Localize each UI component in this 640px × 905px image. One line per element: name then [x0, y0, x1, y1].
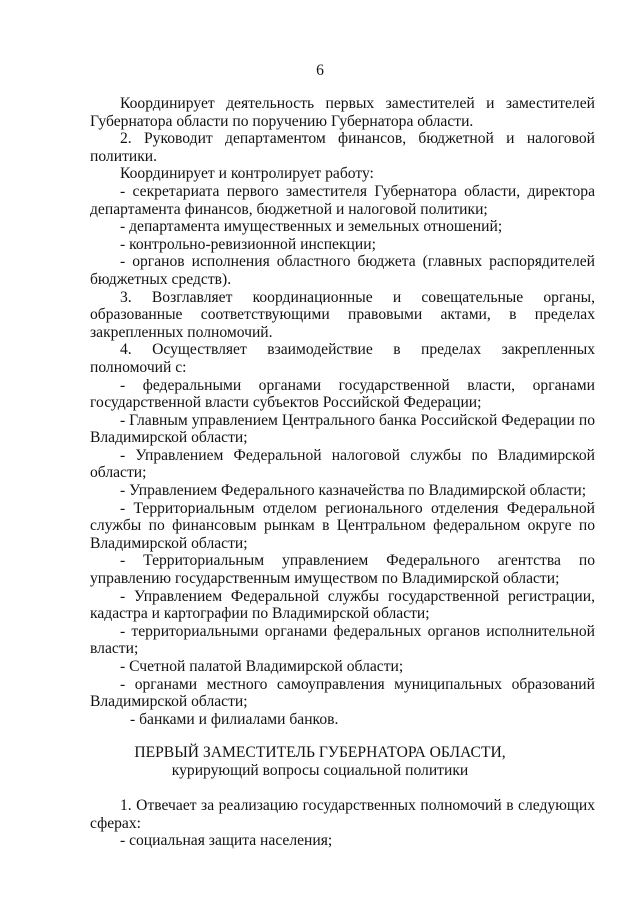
paragraph: 4. Осуществляет взаимодействие в пределах закрепленных полномочий с: [90, 341, 595, 376]
list-item: - Территориальным управлением Федерального агентства по управлению государственным имуществом по Владимирской области; [90, 552, 595, 588]
list-item: - органами местного самоуправления муниципальных образований Владимирской области; [90, 675, 595, 711]
list-item: - Счетной палатой Владимирской области; [120, 658, 404, 675]
list-item: - органов исполнения областного бюджета (главных распорядителей бюджетных средств). [90, 253, 595, 288]
list-item: - территориальными органами федеральных органов исполнительной власти; [90, 622, 595, 658]
list-item: - Территориальным отделом регионального отделения Федеральной службы по финансовым рынкам в Центральном федеральном округе по Владимирской области; [90, 499, 595, 552]
section-heading [0, 744, 640, 779]
section-subtitle: курирующий вопросы социальной политики [171, 761, 469, 779]
paragraph: Координирует и контролирует работу: [120, 165, 374, 183]
list-item: - Главным управлением Центрального банка Российской Федерации по Владимирской области; [90, 411, 595, 447]
paragraph: 1. Отвечает за реализацию государственных полномочий в следующих сферах: [90, 797, 595, 832]
list-item: - Управлением Федеральной службы государственной регистрации, кадастра и картографии по Владимирской области; [90, 587, 595, 623]
list-item: - департамента имущественных и земельных отношений; [120, 218, 503, 236]
list-item: - контрольно-ревизионной инспекции; [120, 235, 376, 253]
paragraph: Координирует деятельность первых заместителей и заместителей Губернатора области по поручению Губернатора области. [90, 95, 595, 130]
list-item: - социальная защита населения; [120, 832, 333, 850]
page-number: 6 [316, 62, 324, 79]
list-item: - федеральными органами государственной власти, органами государственной власти субъектов Российской Федерации; [90, 376, 595, 412]
paragraph: 3. Возглавляет координационные и совещательные органы, образованные соответствующими правовыми актами, в пределах закрепленных полномочий. [90, 288, 595, 341]
document-body [90, 95, 595, 728]
section-title: ПЕРВЫЙ ЗАМЕСТИТЕЛЬ ГУБЕРНАТОРА ОБЛАСТИ, [134, 744, 506, 761]
list-item: - банками и филиалами банков. [130, 710, 339, 728]
list-item: - секретариата первого заместителя Губернатора области, директора департамента финансов, бюджетной и налоговой политики; [90, 182, 595, 218]
list-item: - Управлением Федеральной налоговой службы по Владимирской области; [90, 446, 595, 482]
list-item: - Управлением Федерального казначейства по Владимирской области; [120, 482, 587, 500]
section-body [90, 797, 595, 850]
paragraph: 2. Руководит департаментом финансов, бюджетной и налоговой политики. [90, 130, 595, 165]
